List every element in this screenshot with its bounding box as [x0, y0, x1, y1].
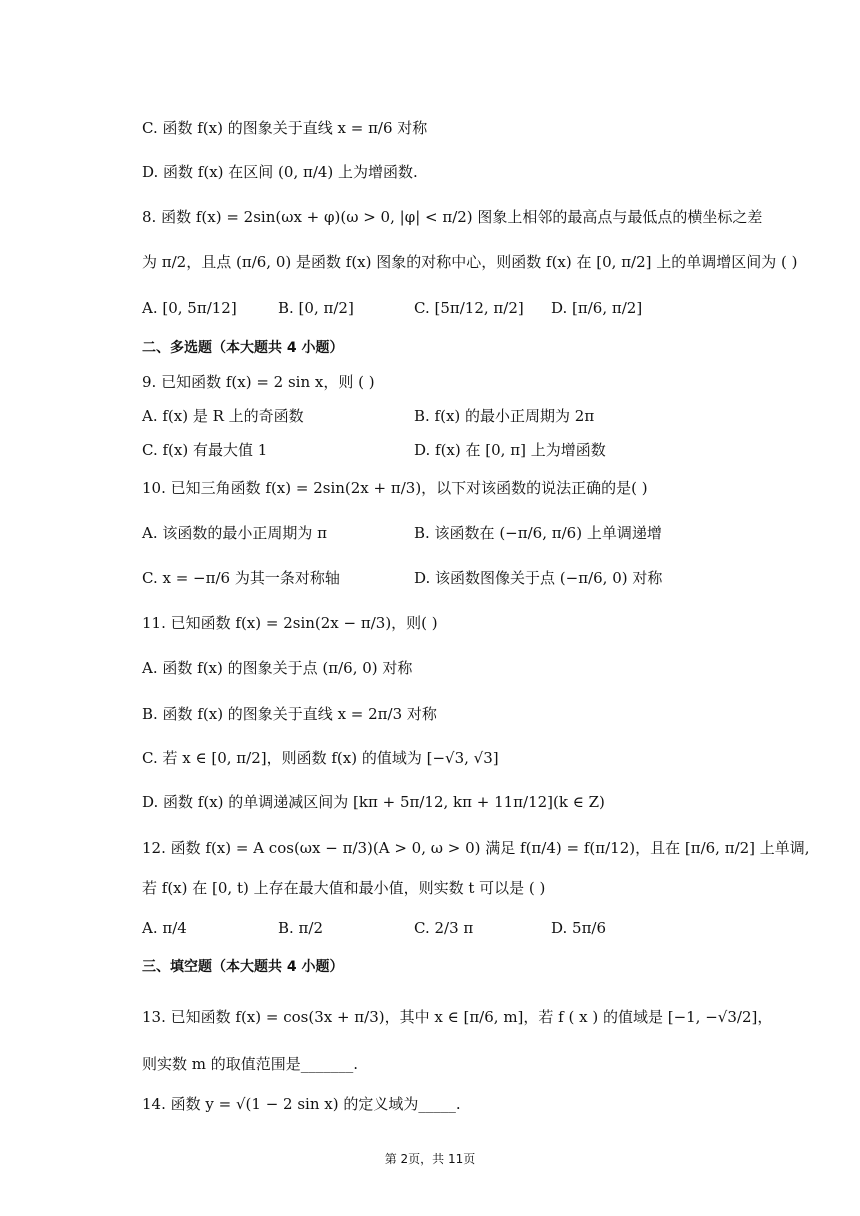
question-8-line2: 为 π/2，且点 (π/6, 0) 是函数 f(x) 图象的对称中心，则函数 f(x) 在 [0, π/2] 上的单调增区间为 ( ) — [142, 253, 798, 271]
option-12b: B. π/2 — [278, 919, 324, 937]
option-7c: C. 函数 f(x) 的图象关于直线 x = π/6 对称 — [142, 119, 428, 137]
option-9c: C. f(x) 有最大值 1 — [142, 441, 268, 459]
question-12-line1: 12. 函数 f(x) = A cos(ωx − π/3)(A > 0, ω > 0) 满足 f(π/4) = f(π/12)，且在 [π/6, π/2] 上单调, — [142, 839, 810, 857]
question-11: 11. 已知函数 f(x) = 2sin(2x − π/3)，则( ) — [142, 614, 438, 632]
question-12-line2: 若 f(x) 在 [0, t) 上存在最大值和最小值，则实数 t 可以是 ( ) — [142, 879, 546, 897]
option-8b: B. [0, π/2] — [278, 299, 354, 317]
question-13-line1: 13. 已知函数 f(x) = cos(3x + π/3)，其中 x ∈ [π/6, m]，若 f ( x ) 的值域是 [−1, −√3/2]， — [142, 1008, 773, 1026]
option-10a: A. 该函数的最小正周期为 π — [142, 524, 327, 542]
section-3-heading: 三、填空题（本大题共 4 小题） — [142, 959, 344, 975]
question-13-line2: 则实数 m 的取值范围是_______. — [142, 1055, 359, 1073]
question-9: 9. 已知函数 f(x) = 2 sin x，则 ( ) — [142, 373, 375, 391]
option-9b: B. f(x) 的最小正周期为 2π — [414, 407, 595, 425]
option-12d: D. 5π/6 — [551, 919, 607, 937]
question-10: 10. 已知三角函数 f(x) = 2sin(2x + π/3)，以下对该函数的说法正确的是( ) — [142, 479, 648, 497]
question-14: 14. 函数 y = √(1 − 2 sin x) 的定义域为_____. — [142, 1095, 461, 1113]
option-10b: B. 该函数在 (−π/6, π/6) 上单调递增 — [414, 524, 662, 542]
option-9d: D. f(x) 在 [0, π] 上为增函数 — [414, 441, 606, 459]
option-12c: C. 2/3 π — [414, 919, 474, 937]
option-11a: A. 函数 f(x) 的图象关于点 (π/6, 0) 对称 — [142, 659, 413, 677]
option-11b: B. 函数 f(x) 的图象关于直线 x = 2π/3 对称 — [142, 705, 437, 723]
option-7d: D. 函数 f(x) 在区间 (0, π/4) 上为增函数. — [142, 163, 418, 181]
option-11d: D. 函数 f(x) 的单调递减区间为 [kπ + 5π/12, kπ + 11π/12](k ∈ Z) — [142, 793, 605, 811]
option-11c: C. 若 x ∈ [0, π/2]，则函数 f(x) 的值域为 [−√3, √3] — [142, 749, 499, 767]
option-9a: A. f(x) 是 R 上的奇函数 — [142, 407, 304, 425]
option-8c: C. [5π/12, π/2] — [414, 299, 524, 317]
option-8a: A. [0, 5π/12] — [142, 299, 237, 317]
page-footer: 第 2页，共 11页 — [384, 1152, 476, 1166]
option-10c: C. x = −π/6 为其一条对称轴 — [142, 569, 340, 587]
section-2-heading: 二、多选题（本大题共 4 小题） — [142, 340, 344, 356]
option-8d: D. [π/6, π/2] — [551, 299, 643, 317]
question-8-line1: 8. 函数 f(x) = 2sin(ωx + φ)(ω > 0, |φ| < π/2) 图象上相邻的最高点与最低点的横坐标之差 — [142, 208, 763, 226]
option-10d: D. 该函数图像关于点 (−π/6, 0) 对称 — [414, 569, 663, 587]
option-12a: A. π/4 — [142, 919, 187, 937]
